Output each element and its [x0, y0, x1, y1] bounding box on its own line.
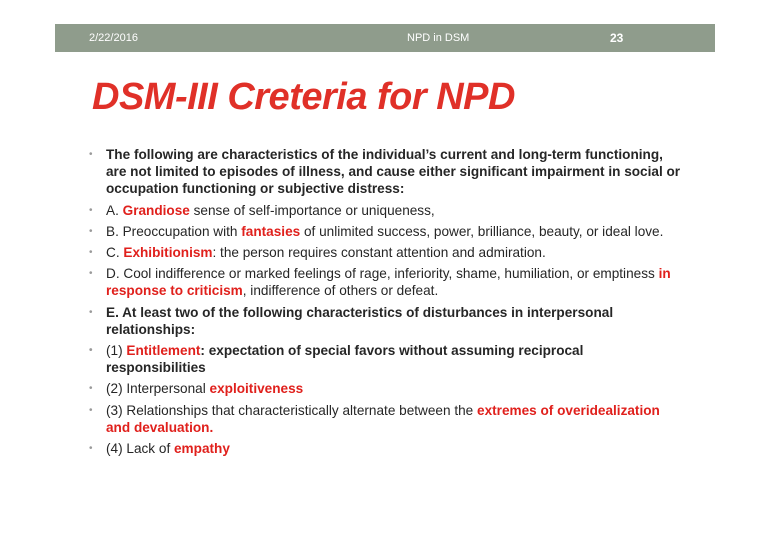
bullet-icon: • [89, 247, 93, 259]
highlight-term: empathy [174, 441, 230, 457]
item-text: A. [106, 202, 123, 218]
highlight-term: extremes of overidealization and devaluation. [106, 402, 660, 435]
bullet-icon: • [89, 345, 93, 357]
highlight-term: Exhibitionism [123, 245, 213, 261]
criteria-list [86, 146, 686, 461]
bullet-icon: • [89, 225, 93, 237]
item-text: : the person requires constant attention and admiration. [212, 245, 546, 261]
bullet-icon: • [89, 149, 93, 160]
item-text: (3) Relationships that characteristically alternate between the [106, 402, 478, 418]
list-item [86, 380, 686, 397]
slide-header-bar [55, 24, 715, 52]
item-text: , indifference of others or defeat. [242, 283, 439, 299]
list-item [86, 244, 686, 261]
item-text: (2) Interpersonal [106, 381, 210, 397]
item-text: of unlimited success, power, brilliance, beauty, or ideal love. [300, 223, 664, 239]
list-item [86, 342, 686, 376]
item-text: E. At least two of the following characteristics of disturbances in interpersonal relationships: [106, 304, 614, 337]
slide-page-number: 23 [610, 31, 624, 45]
item-text: : expectation of special favors without assuming reciprocal responsibilities [106, 343, 584, 376]
item-text: D. Cool indifference or marked feelings of rage, inferiority, shame, humiliation, or emptiness [106, 266, 659, 282]
slide-date: 2/22/2016 [89, 32, 138, 44]
item-text: (1) [106, 343, 127, 359]
list-item [86, 402, 686, 436]
bullet-icon: • [89, 383, 93, 395]
item-text: sense of self-importance or uniqueness, [189, 202, 435, 218]
bullet-icon: • [89, 306, 93, 318]
list-item [86, 202, 686, 219]
item-text: C. [106, 245, 124, 261]
list-item [86, 265, 686, 299]
slide-topic: NPD in DSM [407, 32, 470, 44]
highlight-term: Entitlement [126, 343, 201, 359]
slide-title: DSM-III Creteria for NPD [92, 76, 515, 118]
item-text: (4) Lack of [106, 441, 174, 457]
bullet-icon: • [89, 268, 93, 280]
list-item [86, 304, 686, 338]
list-item [86, 223, 686, 240]
bullet-icon: • [89, 404, 93, 416]
highlight-term: exploitiveness [209, 381, 304, 397]
list-item [86, 440, 686, 457]
highlight-term: Grandiose [122, 202, 190, 218]
list-item [86, 146, 686, 198]
highlight-term: in response to criticism [106, 266, 671, 299]
intro-text: The following are characteristics of the individual’s current and long-term functioning, are not limited to episodes of illness, and cause either significant impairment in social or occupation functioning or subjective distress: [106, 147, 681, 197]
highlight-term: fantasies [241, 223, 301, 239]
item-text: B. Preoccupation with [106, 223, 242, 239]
bullet-icon: • [89, 204, 93, 216]
bullet-icon: • [89, 443, 93, 455]
